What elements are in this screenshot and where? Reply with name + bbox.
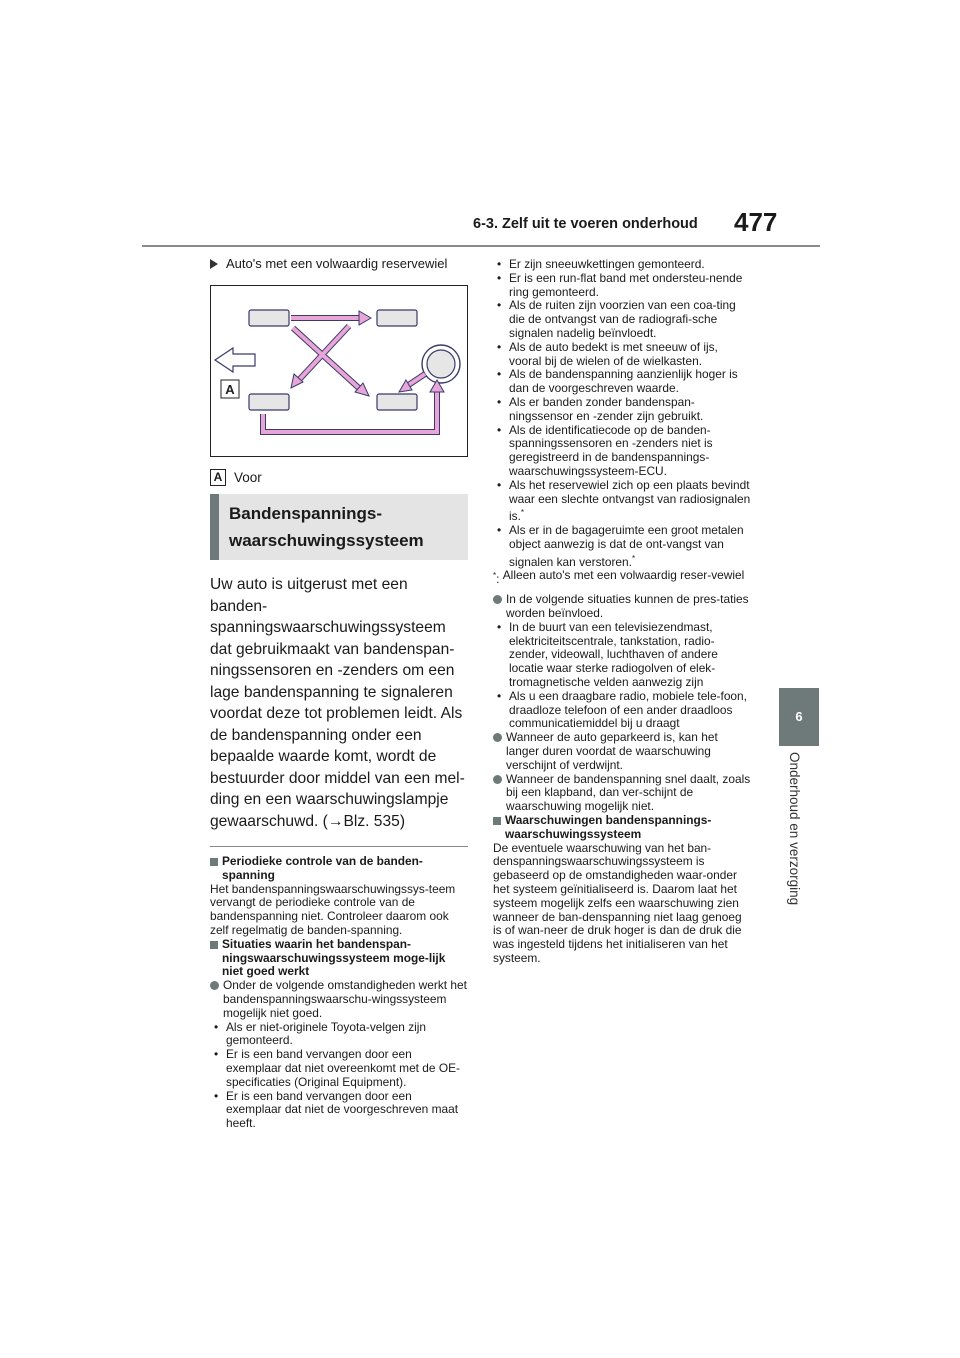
list-item: • Als de auto bedekt is met sneeuw of ijs, vooral bij de wielen of de wielkasten. <box>493 341 753 369</box>
intro-text: Uw auto is uitgerust met een banden-spanningswaarschuwingssysteem dat gebruikmaakt van bandenspan-ningssensoren en -zenders om een lage bandenspanning te signaleren voordat deze tot problemen leidt. Als de bandenspanning onder een bepaalde waarde komt, wordt de bestuurder door middel van een mel-ding en een waarschuwingslampje gewaarschuwd. ( <box>210 576 465 830</box>
list-item: • Als u een draagbare radio, mobiele tele-foon, draadloze telefoon of een ander draadloos communicatiemiddel bij u draagt <box>493 690 753 731</box>
footnote-marker: * <box>520 508 525 518</box>
label-a: A <box>225 382 235 397</box>
square-bullet-icon <box>210 858 218 866</box>
warnings-text: De eventuele waarschuwing van het ban-denspanningswaarschuwingssysteem is gebaseerd op de omstandigheden waar-onder het systeem geïnitialiseerd is. Daarom laat het systeem mogelijk zelfs een waarschuwing zien wanneer de ban-denspanning niet laag genoeg is of wan-neer de druk hoger is dan de druk die was ingesteld tijdens het initialiseren van het systeem. <box>493 840 742 965</box>
list-item: • In de buurt van een televisiezendmast, elektriciteitscentrale, tankstation, radio-zender, videowall, luchthaven of andere locatie waar sterke radiogolven of elek-tromagnetische velden aanwezig zijn <box>493 621 753 690</box>
legend-key-a: A <box>210 469 226 486</box>
rapid-drop-note: Wanneer de bandenspanning snel daalt, zoals bij een klapband, dan ver-schijnt de waarschuwing mogelijk niet. <box>493 773 753 814</box>
arrow-spare-to-rr <box>407 374 425 386</box>
list-item: • Als de ruiten zijn voorzien van een coa-ting die de ontvangst van de radiografi-sche signalen nadelig beïnvloedt. <box>493 299 753 340</box>
arrow-fl-to-rr <box>293 328 361 390</box>
arrow-right-icon: → <box>327 812 344 830</box>
legend-text: Voor <box>234 470 262 485</box>
list-item: • Er is een band vervangen door een exemplaar dat niet de voorgeschreven maat heeft. <box>210 1090 468 1131</box>
subsection-rule <box>210 846 468 847</box>
list-item: • Er zijn sneeuwkettingen gemonteerd. <box>493 258 753 272</box>
page-reference-link[interactable]: Blz. 535) <box>343 812 406 830</box>
header-section-title: 6-3. Zelf uit te voeren onderhoud <box>473 216 698 232</box>
footnote: *: Alleen auto's met een volwaardig reser-vewiel <box>493 568 745 587</box>
chapter-label-text: Onderhoud en verzorging <box>787 752 802 906</box>
list-item: • Er is een band vervangen door een exemplaar dat niet overeenkomt met de OE-specificaties (Original Equipment). <box>210 1048 468 1089</box>
footnote-marker: * <box>631 553 636 563</box>
triangle-bullet-icon <box>210 259 218 269</box>
circle-bullet-icon <box>210 981 219 990</box>
periodic-check-text: Het bandenspanningswaarschuwingssys-teem vervangt de periodieke controle van de bandenspanning niet. Controleer daarom ook zelf regelmatig de banden-spanning. <box>210 881 456 937</box>
circle-bullet-icon <box>493 595 502 604</box>
tire-rear-left <box>249 394 289 410</box>
square-bullet-icon <box>493 817 501 825</box>
list-item-luggage: • Als er in de bagageruimte een groot metalen object aanwezig is dat de ont-vangst van signalen kan verstoren.* <box>493 524 753 569</box>
section-intro <box>210 574 468 832</box>
list-item: • Er is een run-flat band met ondersteu-nende ring gemonteerd. <box>493 272 753 300</box>
list-item: • Als de identificatiecode op de banden-spanningssensoren en -zenders niet is geregistreerd in de bandenspannings-waarschuwingssysteem-ECU. <box>493 424 753 479</box>
figure-caption <box>210 256 468 271</box>
list-item: • Als er banden zonder bandenspan-ningssensor en -zender zijn gebruikt. <box>493 396 753 424</box>
list-item-spare: • Als het reservewiel zich op een plaats bevindt waar een slechte ontvangst van radiosignalen is.* <box>493 479 753 524</box>
circle-bullet-icon <box>493 775 502 784</box>
warnings-heading: Waarschuwingen bandenspannings-waarschuwingssysteem <box>493 814 753 842</box>
square-bullet-icon <box>210 941 218 949</box>
chapter-label <box>787 752 811 952</box>
page-number: 477 <box>734 207 778 237</box>
figure-caption-text: Auto's met een volwaardig reservewiel <box>226 256 448 271</box>
radio-interference-intro: In de volgende situaties kunnen de pres-taties worden beïnvloed. <box>493 593 753 621</box>
left-column <box>210 254 468 1131</box>
malfunction-intro: Onder de volgende omstandigheden werkt het bandenspanningswaarschu-wingssysteem mogelijk niet goed. <box>210 979 468 1020</box>
figure-legend <box>210 469 468 486</box>
section-heading: Bandenspannings-waarschuwingssysteem <box>210 494 468 560</box>
malfunction-heading: Situaties waarin het bandenspan-ningswaarschuwingssysteem moge-lijk niet goed werkt <box>210 938 468 979</box>
tire-rotation-diagram <box>210 285 468 457</box>
rotation-diagram-svg <box>211 286 467 456</box>
header-rule <box>142 245 820 247</box>
tire-rear-right <box>377 394 417 410</box>
chapter-tab[interactable]: 6 <box>779 688 819 746</box>
periodic-check-heading: Periodieke controle van de banden-spanning <box>210 855 468 883</box>
parked-note: Wanneer de auto geparkeerd is, kan het langer duren voordat de waarschuwing verschijnt of verdwijnt. <box>493 731 753 772</box>
tire-front-left <box>249 310 289 326</box>
right-column <box>493 258 753 966</box>
tire-front-right <box>377 310 417 326</box>
front-direction-arrow-icon <box>215 348 255 372</box>
list-item: • Als er niet-originele Toyota-velgen zijn gemonteerd. <box>210 1021 468 1049</box>
list-item: • Als de bandenspanning aanzienlijk hoger is dan de voorgeschreven waarde. <box>493 368 753 396</box>
left-notes <box>210 855 468 1131</box>
circle-bullet-icon <box>493 733 502 742</box>
spare-wheel-inner <box>427 350 455 378</box>
